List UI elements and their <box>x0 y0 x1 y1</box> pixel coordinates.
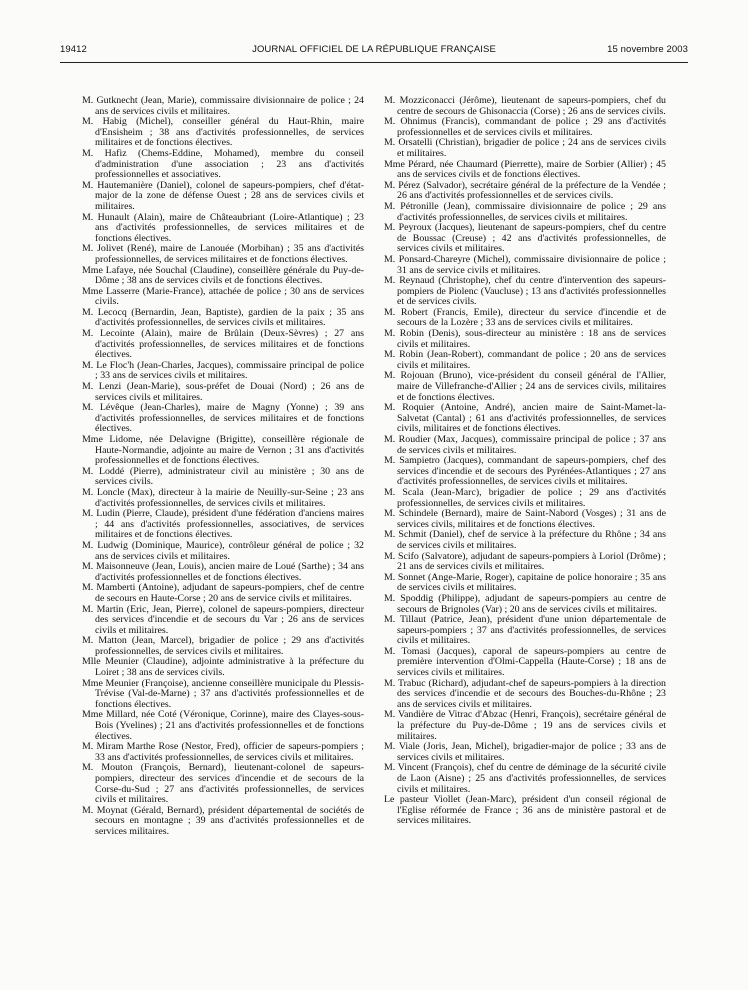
honoree-entry: M. Reynaud (Christophe), chef du centre d'intervention des sapeurs-pompiers de Piolenc (Vaucluse) ; 13 ans d'activités professionnelles et de services civils. <box>384 275 666 308</box>
page-number: 19412 <box>60 44 87 55</box>
honoree-entry: M. Loncle (Max), directeur à la mairie de Neuilly-sur-Seine ; 23 ans d'activités professionnelles, de services civils et militaires. <box>82 486 364 509</box>
honoree-entry: M. Lecointe (Alain), maire de Brûlain (Deux-Sèvres) ; 27 ans d'activités professionnelles, de services militaires et de fonctions électives. <box>82 328 364 361</box>
journal-title: JOURNAL OFFICIEL DE LA RÉPUBLIQUE FRANÇAISE <box>252 44 496 55</box>
honoree-entry: M. Mamberti (Antoine), adjudant de sapeurs-pompiers, chef de centre de secours en Haute-Corse ; 20 ans de service civils et militaires. <box>82 582 364 604</box>
honoree-entry: M. Ponsard-Chareyre (Michel), commissaire divisionnaire de police ; 31 ans de service civils et militaires. <box>384 253 666 276</box>
honoree-entry: M. Schindele (Bernard), maire de Saint-Nabord (Vosges) ; 31 ans de services civils, militaires et de fonctions électives. <box>384 508 666 530</box>
honoree-entry: M. Ludin (Pierre, Claude), président d'une fédération d'anciens maires ; 44 ans d'activités professionnelles, associatives, de services militaires et de fonctions électives. <box>82 508 364 541</box>
honoree-entry: Mme Lasserre (Marie-France), attachée de police ; 30 ans de services civils. <box>82 285 364 308</box>
honoree-entry: M. Orsatelli (Christian), brigadier de police ; 24 ans de services civils et militaires. <box>384 137 666 159</box>
honoree-entry: M. Jolivet (René), maire de Lanouée (Morbihan) ; 35 ans d'activités professionnelles, de services militaires et de fonctions électives. <box>82 243 364 265</box>
honoree-entry: M. Scala (Jean-Marc), brigadier de police ; 29 ans d'activités professionnelles, de services civils et militaires. <box>384 486 666 509</box>
honoree-entry: M. Tillaut (Patrice, Jean), président d'une union départementale de sapeurs-pompiers ; 37 ans d'activités professionnelles, de services civils et militaires. <box>384 614 666 647</box>
honoree-entry: M. Miram Marthe Rose (Nestor, Fred), officier de sapeurs-pompiers ; 33 ans d'activités professionnelles, de services civils et militaires. <box>82 741 364 763</box>
header-rule <box>60 62 688 63</box>
honoree-entry: M. Lenzi (Jean-Marie), sous-préfet de Douai (Nord) ; 26 ans de services civils et militaires. <box>82 381 364 403</box>
honoree-entry: Mme Meunier (Françoise), ancienne conseillère municipale du Plessis-Trévise (Val-de-Marne) ; 37 ans d'activités professionnelles et de fonctions électives. <box>82 677 364 710</box>
left-column <box>82 96 364 838</box>
honoree-entry: M. Martin (Eric, Jean, Pierre), colonel de sapeurs-pompiers, directeur des services d'incendie et de secours du Var ; 26 ans de services civils et militaires. <box>82 603 364 636</box>
honoree-entry: Mlle Meunier (Claudine), adjointe administrative à la préfecture du Loiret ; 38 ans de services civils. <box>82 656 364 679</box>
honoree-entry: M. Maisonneuve (Jean, Louis), ancien maire de Loué (Sarthe) ; 34 ans d'activités professionnelles et de fonctions électives. <box>82 561 364 583</box>
honoree-entry: M. Robert (Francis, Emile), directeur du service d'incendie et de secours de la Lozère ; 33 ans de services civils et militaires. <box>384 306 666 329</box>
honoree-entry: M. Gutknecht (Jean, Marie), commissaire divisionnaire de police ; 24 ans de services civils et militaires. <box>82 95 364 117</box>
honoree-entry: M. Mouton (François, Bernard), lieutenant-colonel de sapeurs-pompiers, directeur des services d'incendie et de secours de la Corse-du-Sud ; 27 ans d'activités professionnelles, de services civils et militaires. <box>82 762 364 806</box>
honoree-entry: M. Habig (Michel), conseiller général du Haut-Rhin, maire d'Ensisheim ; 38 ans d'activités professionnelles, de services militaires et de fonctions électives. <box>82 116 364 149</box>
honoree-entry: Le pasteur Viollet (Jean-Marc), président d'un conseil régional de l'Eglise réformée de France ; 36 ans de ministère pastoral et de services militaires. <box>384 794 666 827</box>
honoree-entry: M. Mozziconacci (Jérôme), lieutenant de sapeurs-pompiers, chef du centre de secours de Ghisonaccia (Corse) ; 26 ans de services civils. <box>384 95 666 117</box>
honoree-entry: M. Sonnet (Ange-Marie, Roger), capitaine de police honoraire ; 35 ans de services civils et militaires. <box>384 571 666 594</box>
honoree-entry: M. Lévêque (Jean-Charles), maire de Magny (Yonne) ; 39 ans d'activités professionnelles, de services militaires et de fonctions électives. <box>82 402 364 435</box>
honoree-entry: M. Spoddig (Philippe), adjudant de sapeurs-pompiers au centre de secours de Brignoles (Var) ; 20 ans de services civils et militaires. <box>384 592 666 615</box>
honoree-entry: M. Trabuc (Richard), adjudant-chef de sapeurs-pompiers à la direction des services d'incendie et de secours des Bouches-du-Rhône ; 23 ans de services civils et militaires. <box>384 677 666 710</box>
honoree-entry: M. Lecocq (Bernardin, Jean, Baptiste), gardien de la paix ; 35 ans d'activités professionnelles, de services civils et militaires. <box>82 306 364 329</box>
honoree-entry: M. Vandière de Vitrac d'Abzac (Henri, François), secrétaire général de la préfecture du Puy-de-Dôme ; 19 ans de services civils et militaires. <box>384 709 666 742</box>
honoree-entry: Mme Pérard, née Chaumard (Pierrette), maire de Sorbier (Allier) ; 45 ans de services civils et de fonctions électives. <box>384 158 666 181</box>
honoree-entry: M. Roquier (Antoine, André), ancien maire de Saint-Mamet-la-Salvetat (Cantal) ; 61 ans d'activités professionnelles, de services civils, militaires et de fonctions électives. <box>384 402 666 435</box>
right-column <box>384 96 666 827</box>
honoree-entry: M. Sampietro (Jacques), commandant de sapeurs-pompiers, chef des services d'incendie et de secours des Pyrénées-Atlantiques ; 27 ans d'activités professionnelles, de services civils et militaires. <box>384 455 666 488</box>
honoree-entry: Mme Lidome, née Delavigne (Brigitte), conseillère régionale de Haute-Normandie, adjointe au maire de Vernon ; 31 ans d'activités professionnelles et de fonctions électives. <box>82 434 364 467</box>
honoree-entry: M. Scifo (Salvatore), adjudant de sapeurs-pompiers à Loriol (Drôme) ; 21 ans de services civils et militaires. <box>384 550 666 573</box>
honoree-entry: M. Loddé (Pierre), administrateur civil au ministère ; 30 ans de services civils. <box>82 465 364 488</box>
honoree-entry: M. Schmit (Daniel), chef de service à la préfecture du Rhône ; 34 ans de services civils et militaires. <box>384 529 666 551</box>
honoree-entry: M. Hunault (Alain), maire de Châteaubriant (Loire-Atlantique) ; 23 ans d'activités professionnelles, de services militaires et de fonctions électives. <box>82 211 364 244</box>
honoree-entry: M. Robin (Jean-Robert), commandant de police ; 20 ans de services civils et militaires. <box>384 349 666 371</box>
honoree-entry: M. Robin (Denis), sous-directeur au ministère : 18 ans de services civils et militaires. <box>384 328 666 350</box>
honoree-entry: M. Hafiz (Chems-Eddine, Mohamed), membre du conseil d'administration d'une association ; 23 ans d'activités professionnelles et associatives. <box>82 147 364 181</box>
honoree-entry: Mme Lafaye, née Souchal (Claudine), conseillère générale du Puy-de-Dôme ; 38 ans de services civils et de fonctions électives. <box>82 264 364 287</box>
honoree-entry: M. Matton (Jean, Marcel), brigadier de police ; 29 ans d'activités professionnelles, de services civils et militaires. <box>82 635 364 657</box>
honoree-entry: M. Pétronille (Jean), commissaire divisionnaire de police ; 29 ans d'activités professionnelles, de services civils et militaires. <box>384 200 666 223</box>
honoree-entry: M. Ludwig (Dominique, Maurice), contrôleur général de police ; 32 ans de services civils et militaires. <box>82 539 364 562</box>
honoree-entry: M. Vincent (François), chef du centre de déminage de la sécurité civile de Laon (Aisne) ; 25 ans d'activités professionnelles, de services civils et militaires. <box>384 762 666 795</box>
issue-date: 15 novembre 2003 <box>607 44 688 55</box>
honoree-entry: M. Ohnimus (Francis), commandant de police ; 29 ans d'activités professionnelles et de services civils et militaires. <box>384 116 666 138</box>
page-header <box>60 44 688 58</box>
honoree-entry: M. Tomasi (Jacques), caporal de sapeurs-pompiers au centre de première intervention d'Olmi-Cappella (Haute-Corse) ; 18 ans de services civils et militaires. <box>384 645 666 679</box>
honoree-entry: M. Rojouan (Bruno), vice-président du conseil général de l'Allier, maire de Villefranche-d'Allier ; 24 ans de services civils, militaires et de fonctions électives. <box>384 370 666 403</box>
honoree-entry: M. Hautemanière (Daniel), colonel de sapeurs-pompiers, chef d'état-major de la zone de défense Ouest ; 28 ans de services civils et militaires. <box>82 179 364 212</box>
honoree-entry: M. Le Floc'h (Jean-Charles, Jacques), commissaire principal de police ; 33 ans de services civils et militaires. <box>82 359 364 382</box>
honoree-entry: Mme Millard, née Coté (Véronique, Corinne), maire des Clayes-sous-Bois (Yvelines) ; 21 ans d'activités professionnelles et de fonctions électives. <box>82 709 364 742</box>
honoree-entry: M. Moynat (Gérald, Bernard), président départemental de sociétés de secours en montagne ; 39 ans d'activités professionnelles et de services militaires. <box>82 804 364 837</box>
honoree-entry: M. Viale (Joris, Jean, Michel), brigadier-major de police ; 33 ans de services civils et militaires. <box>384 741 666 763</box>
honoree-entry: M. Pérez (Salvador), secrétaire général de la préfecture de la Vendée ; 26 ans d'activités professionnelles et de services civils. <box>384 179 666 202</box>
honoree-entry: M. Peyroux (Jacques), lieutenant de sapeurs-pompiers, chef du centre de Boussac (Creuse) ; 42 ans d'activités professionnelles, de services civils et militaires. <box>384 222 666 255</box>
honoree-entry: M. Roudier (Max, Jacques), commissaire principal de police ; 37 ans de services civils et militaires. <box>384 434 666 456</box>
